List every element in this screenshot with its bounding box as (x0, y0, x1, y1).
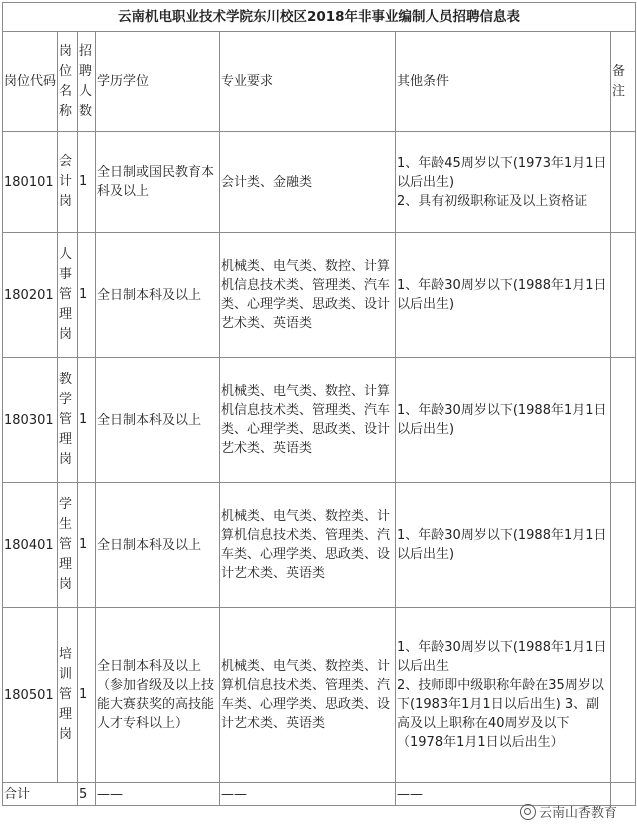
cell-name: 培训管理岗 (58, 608, 78, 783)
cell-name: 人事管理岗 (58, 233, 78, 358)
table-row (3, 233, 636, 358)
table-row (3, 483, 636, 608)
header-major: 专业要求 (220, 32, 396, 132)
cell-code: 180101 (3, 132, 58, 233)
watermark (520, 802, 617, 821)
cell-code: 180401 (3, 483, 58, 608)
table-row (3, 358, 636, 483)
cell-code: 180301 (3, 358, 58, 483)
header-code: 岗位代码 (3, 32, 58, 132)
cell-other: 1、年龄30周岁以下(1988年1月1日以后出生) (396, 483, 611, 608)
cell-major: 机械类、电气类、数控、计算机信息技术类、管理类、汽车类、心理学类、思政类、设计艺术类、英语类 (220, 358, 396, 483)
header-other: 其他条件 (396, 32, 611, 132)
table-row (3, 132, 636, 233)
cell-count: 1 (78, 358, 96, 483)
total-major: —— (220, 783, 396, 806)
cell-remark (611, 483, 636, 608)
wechat-icon (520, 804, 536, 820)
cell-count: 1 (78, 233, 96, 358)
cell-education: 全日制本科及以上（参加省级及以上技能大赛获奖的高技能人才专科以上） (96, 608, 220, 783)
table-row (3, 608, 636, 783)
cell-education: 全日制或国民教育本科及以上 (96, 132, 220, 233)
cell-major: 机械类、电气类、数控、计算机信息技术类、管理类、汽车类、心理学类、思政类、设计艺术类、英语类 (220, 233, 396, 358)
cell-other: 1、年龄30周岁以下(1988年1月1日以后出生 2、技师即中级职称年龄在35周岁以下(1983年1月1日以后出生) 3、副高及以上职称在40周岁及以下（1978年1月1日以后出生） (396, 608, 611, 783)
cell-code: 180201 (3, 233, 58, 358)
header-count: 招聘人数 (78, 32, 96, 132)
cell-other: 1、年龄45周岁以下(1973年1月1日以后出生) 2、具有初级职称证及以上资格证 (396, 132, 611, 233)
cell-remark (611, 132, 636, 233)
cell-education: 全日制本科及以上 (96, 483, 220, 608)
total-other: —— (396, 783, 611, 806)
cell-remark (611, 358, 636, 483)
cell-major: 会计类、金融类 (220, 132, 396, 233)
cell-count: 1 (78, 608, 96, 783)
cell-count: 1 (78, 132, 96, 233)
cell-other: 1、年龄30周岁以下(1988年1月1日以后出生) (396, 233, 611, 358)
cell-education: 全日制本科及以上 (96, 233, 220, 358)
header-row (3, 32, 636, 132)
cell-name: 学生管理岗 (58, 483, 78, 608)
cell-name: 会计岗 (58, 132, 78, 233)
recruitment-table (2, 2, 636, 806)
cell-major: 机械类、电气类、数控类、计算机信息技术类、管理类、汽车类、心理学类、思政类、设计艺术类、英语类 (220, 483, 396, 608)
total-education: —— (96, 783, 220, 806)
header-name: 岗位名称 (58, 32, 78, 132)
cell-education: 全日制本科及以上 (96, 358, 220, 483)
cell-code: 180501 (3, 608, 58, 783)
cell-count: 1 (78, 483, 96, 608)
total-label: 合计 (3, 783, 78, 806)
cell-remark (611, 233, 636, 358)
total-count: 5 (78, 783, 96, 806)
cell-other: 1、年龄30周岁以下(1988年1月1日以后出生) (396, 358, 611, 483)
table-title: 云南机电职业技术学院东川校区2018年非事业编制人员招聘信息表 (3, 3, 636, 32)
cell-major: 机械类、电气类、数控类、计算机信息技术类、管理类、汽车类、心理学类、思政类、设计艺术类、英语类 (220, 608, 396, 783)
watermark-text: 云南山香教育 (538, 806, 617, 821)
cell-name: 教学管理岗 (58, 358, 78, 483)
header-education: 学历学位 (96, 32, 220, 132)
cell-remark (611, 608, 636, 783)
header-remark: 备注 (611, 32, 636, 132)
